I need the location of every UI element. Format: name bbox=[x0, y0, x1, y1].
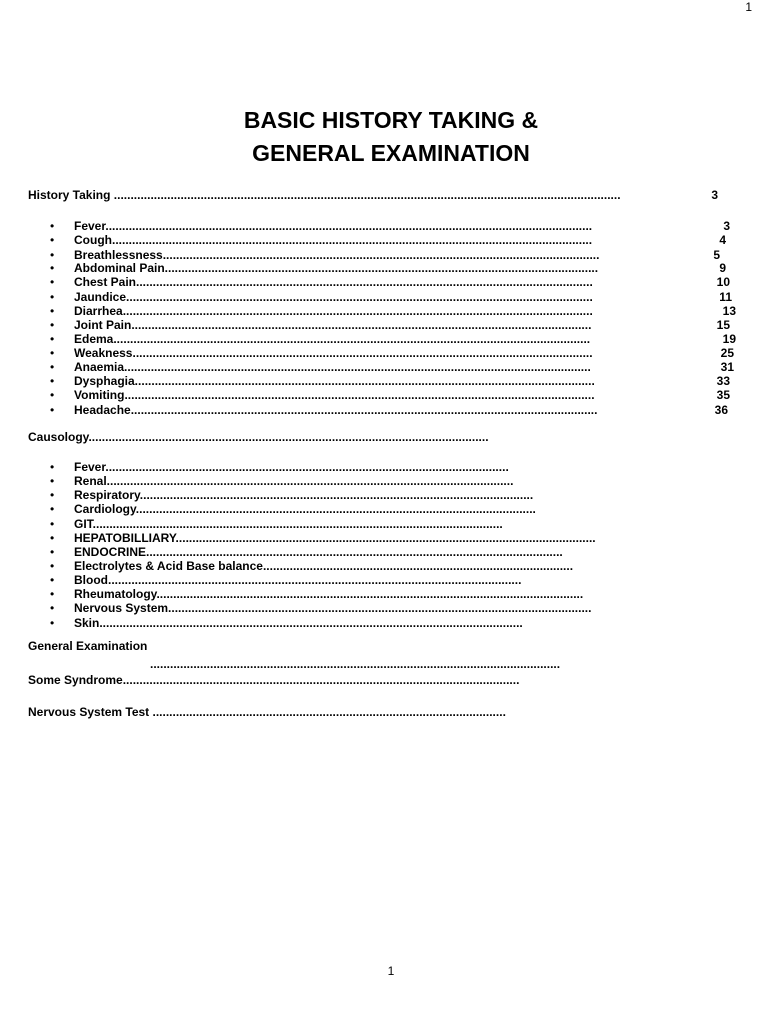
toc-item: GIT........................................................................................................................... bbox=[74, 517, 503, 531]
bullet-icon: • bbox=[50, 304, 55, 318]
toc-leader: Dysphagia.......................................................................................................................................... bbox=[74, 374, 595, 388]
bullet-icon: • bbox=[50, 261, 55, 275]
bullet-icon: • bbox=[50, 488, 55, 502]
toc-item: Rheumatology................................................................................................................................ bbox=[74, 587, 584, 601]
toc-page-number: 36 bbox=[711, 403, 728, 417]
title-line-2: GENERAL EXAMINATION bbox=[252, 140, 530, 166]
toc-item: HEPATOBILLIARY.............................................................................................................................. bbox=[74, 531, 596, 545]
toc-nervous-system-test: Nervous System Test .......................................................................................................... bbox=[28, 705, 506, 719]
toc-item bbox=[74, 360, 734, 374]
toc-general-examination-dots: ........................................................................................................................... bbox=[150, 657, 561, 671]
toc-page-number: 11 bbox=[715, 290, 732, 304]
bullet-icon: • bbox=[50, 517, 55, 531]
bullet-icon: • bbox=[50, 346, 55, 360]
toc-leader: Joint Pain.......................................................................................................................................... bbox=[74, 318, 592, 332]
bullet-icon: • bbox=[50, 360, 55, 374]
bullet-icon: • bbox=[50, 248, 55, 262]
toc-item bbox=[74, 219, 730, 233]
toc-history-taking bbox=[28, 188, 718, 202]
toc-item: Electrolytes & Acid Base balance............................................................................................. bbox=[74, 559, 574, 573]
toc-item: Blood............................................................................................................................ bbox=[74, 573, 522, 587]
toc-page-number: 15 bbox=[713, 318, 730, 332]
bullet-icon: • bbox=[50, 502, 55, 516]
bullet-icon: • bbox=[50, 587, 55, 601]
toc-item bbox=[74, 318, 730, 332]
toc-page-number: 33 bbox=[713, 374, 730, 388]
bullet-icon: • bbox=[50, 601, 55, 615]
toc-item: ENDOCRINE............................................................................................................................. bbox=[74, 545, 563, 559]
toc-page-number: 31 bbox=[717, 360, 734, 374]
toc-page-number: 19 bbox=[719, 332, 736, 346]
bullet-icon: • bbox=[50, 559, 55, 573]
bullet-icon: • bbox=[50, 275, 55, 289]
toc-leader: Jaundice............................................................................................................................................ bbox=[74, 290, 593, 304]
footer-page-number: 1 bbox=[387, 964, 395, 978]
toc-page-number: 3 bbox=[719, 219, 730, 233]
toc-item: Skin............................................................................................................................... bbox=[74, 616, 523, 630]
toc-item bbox=[74, 290, 732, 304]
toc-item bbox=[74, 248, 720, 262]
toc-item: Fever......................................................................................................................... bbox=[74, 460, 509, 474]
title-line-1: BASIC HISTORY TAKING & bbox=[243, 107, 539, 133]
toc-item: Cardiology........................................................................................................................ bbox=[74, 502, 536, 516]
toc-item bbox=[74, 304, 736, 318]
bullet-icon: • bbox=[50, 332, 55, 346]
bullet-icon: • bbox=[50, 531, 55, 545]
toc-item bbox=[74, 374, 730, 388]
toc-page-number: 13 bbox=[719, 304, 736, 318]
toc-page-number: 10 bbox=[713, 275, 730, 289]
toc-item bbox=[74, 275, 730, 289]
toc-causology: Causology........................................................................................................................ bbox=[28, 430, 489, 444]
toc-item: Respiratory...................................................................................................................... bbox=[74, 488, 534, 502]
toc-page-number: 3 bbox=[707, 188, 718, 202]
toc-leader: Breathlessness................................................................................................................................... bbox=[74, 248, 600, 262]
toc-item bbox=[74, 346, 734, 360]
bullet-icon: • bbox=[50, 318, 55, 332]
toc-item: Nervous System............................................................................................................................... bbox=[74, 601, 592, 615]
toc-leader: Anaemia............................................................................................................................................ bbox=[74, 360, 591, 374]
toc-general-examination: General Examination bbox=[28, 639, 148, 653]
bullet-icon: • bbox=[50, 388, 55, 402]
bullet-icon: • bbox=[50, 374, 55, 388]
bullet-icon: • bbox=[50, 290, 55, 304]
toc-item bbox=[74, 233, 726, 247]
bullet-icon: • bbox=[50, 460, 55, 474]
bullet-icon: • bbox=[50, 219, 55, 233]
toc-leader: Chest Pain......................................................................................................................................... bbox=[74, 275, 593, 289]
toc-leader: Cough................................................................................................................................................ bbox=[74, 233, 593, 247]
toc-leader: Weakness.......................................................................................................................................... bbox=[74, 346, 593, 360]
toc-page-number: 35 bbox=[713, 388, 730, 402]
bullet-icon: • bbox=[50, 616, 55, 630]
toc-page-number: 4 bbox=[715, 233, 726, 247]
toc-page-number: 25 bbox=[717, 346, 734, 360]
toc-page-number: 9 bbox=[715, 261, 726, 275]
toc-page-number: 5 bbox=[709, 248, 720, 262]
toc-some-syndrome: Some Syndrome....................................................................................................................... bbox=[28, 673, 520, 687]
bullet-icon: • bbox=[50, 573, 55, 587]
toc-item bbox=[74, 388, 730, 402]
toc-leader: Abdominal Pain.................................................................................................................................. bbox=[74, 261, 599, 275]
header-page-number: 1 bbox=[745, 0, 752, 14]
toc-leader: Headache............................................................................................................................................ bbox=[74, 403, 598, 417]
toc-leader: Diarrhea............................................................................................................................................. bbox=[74, 304, 593, 318]
toc-leader: Edema............................................................................................................................................... bbox=[74, 332, 591, 346]
toc-leader: Fever.................................................................................................................................................. bbox=[74, 219, 593, 233]
bullet-icon: • bbox=[50, 233, 55, 247]
bullet-icon: • bbox=[50, 403, 55, 417]
toc-leader: Vomiting............................................................................................................................................. bbox=[74, 388, 595, 402]
document-title bbox=[0, 104, 768, 170]
toc-leader: History Taking ........................................................................................................................................................ bbox=[28, 188, 621, 202]
bullet-icon: • bbox=[50, 474, 55, 488]
bullet-icon: • bbox=[50, 545, 55, 559]
toc-item bbox=[74, 332, 736, 346]
toc-item bbox=[74, 403, 728, 417]
toc-item: Renal.......................................................................................................................... bbox=[74, 474, 514, 488]
toc-item bbox=[74, 261, 726, 275]
